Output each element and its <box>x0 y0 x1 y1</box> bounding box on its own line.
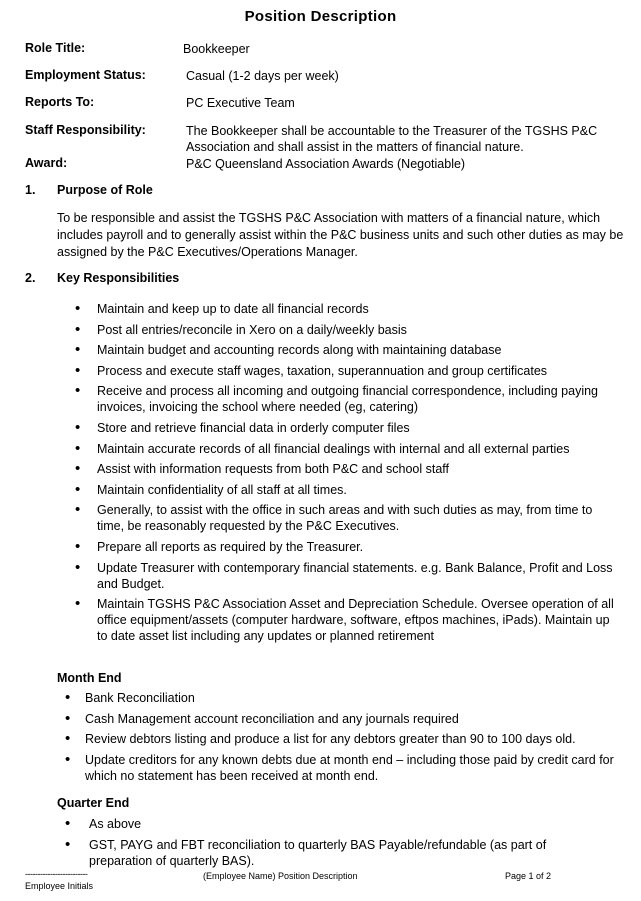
list-item: • Store and retrieve financial data in orderly computer files <box>97 420 622 436</box>
list-item: • Maintain and keep up to date all financial records <box>97 301 622 317</box>
list-item: • Maintain confidentiality of all staff at all times. <box>97 482 622 498</box>
list-item: • GST, PAYG and FBT reconciliation to quarterly BAS Payable/refundable (as part of preparation of quarterly BAS). <box>89 837 609 869</box>
list-item: • Update Treasurer with contemporary financial statements. e.g. Bank Balance, Profit and Loss and Budget. <box>97 560 622 592</box>
list-item: • Review debtors listing and produce a list for any debtors greater than 90 to 100 days old. <box>85 731 615 747</box>
award-value: P&C Queensland Association Awards (Negotiable) <box>186 157 466 171</box>
page-title: Position Description <box>244 8 397 25</box>
quarter-end-list <box>89 816 609 873</box>
list-item: • Assist with information requests from both P&C and school staff <box>97 461 622 477</box>
section-1-text: To be responsible and assist the TGSHS P&C Association with matters of a financial nature, which includes payroll and to generally assist within the P&C business units and such other duties as may be assigned by the P&C Executives/Operations Manager. <box>57 211 624 259</box>
list-item: • As above <box>89 816 609 832</box>
list-item: • Prepare all reports as required by the Treasurer. <box>97 539 622 555</box>
list-item: • Bank Reconciliation <box>85 690 615 706</box>
section-1-number: 1. <box>25 183 36 197</box>
list-item: • Generally, to assist with the office in such areas and with such duties as may, from time to time, be reasonably requested by the P&C Executives. <box>97 502 622 534</box>
section-2-title: Key Responsibilities <box>57 271 180 285</box>
list-item: • Maintain accurate records of all financial dealings with internal and all external parties <box>97 441 622 457</box>
reports-to-label: Reports To: <box>25 95 95 109</box>
key-responsibilities-list <box>97 301 622 649</box>
list-item: • Process and execute staff wages, taxation, superannuation and group certificates <box>97 363 622 379</box>
role-title-label: Role Title: <box>25 41 86 55</box>
role-title-value: Bookkeeper <box>183 42 250 56</box>
list-item: • Update creditors for any known debts due at month end – including those paid by credit card for which no statement has been received at month end. <box>85 752 615 784</box>
award-label: Award: <box>25 156 68 170</box>
employment-status-label: Employment Status: <box>25 68 146 82</box>
month-end-list <box>85 690 615 788</box>
list-item: • Post all entries/reconcile in Xero on a daily/weekly basis <box>97 322 622 338</box>
footer-document-name: (Employee Name) Position Description <box>203 871 358 881</box>
quarter-end-title: Quarter End <box>57 796 130 810</box>
footer-dashes: ------------------------- <box>25 869 88 879</box>
month-end-title: Month End <box>57 671 122 685</box>
footer-initials: Employee Initials <box>25 881 94 891</box>
employment-status-value: Casual (1-2 days per week) <box>186 69 339 83</box>
list-item: • Maintain TGSHS P&C Association Asset and Depreciation Schedule. Oversee operation of all office equipment/assets (computer hardware, software, eftpos machines, iPads). Maintain up to date asset list including any updates or planned retirement <box>97 596 622 644</box>
list-item: • Maintain budget and accounting records along with maintaining database <box>97 342 622 358</box>
list-item: • Cash Management account reconciliation and any journals required <box>85 711 615 727</box>
section-1-title: Purpose of Role <box>57 183 153 197</box>
staff-responsibility-label: Staff Responsibility: <box>25 123 146 137</box>
section-2-number: 2. <box>25 271 36 285</box>
reports-to-value: PC Executive Team <box>186 96 295 110</box>
footer-page-number: Page 1 of 2 <box>505 871 552 881</box>
list-item: • Receive and process all incoming and outgoing financial correspondence, including paying invoices, invoicing the school where needed (eg, catering) <box>97 383 622 415</box>
staff-responsibility-value: The Bookkeeper shall be accountable to the Treasurer of the TGSHS P&C Association and shall assist in the matters of financial nature. <box>186 124 598 154</box>
